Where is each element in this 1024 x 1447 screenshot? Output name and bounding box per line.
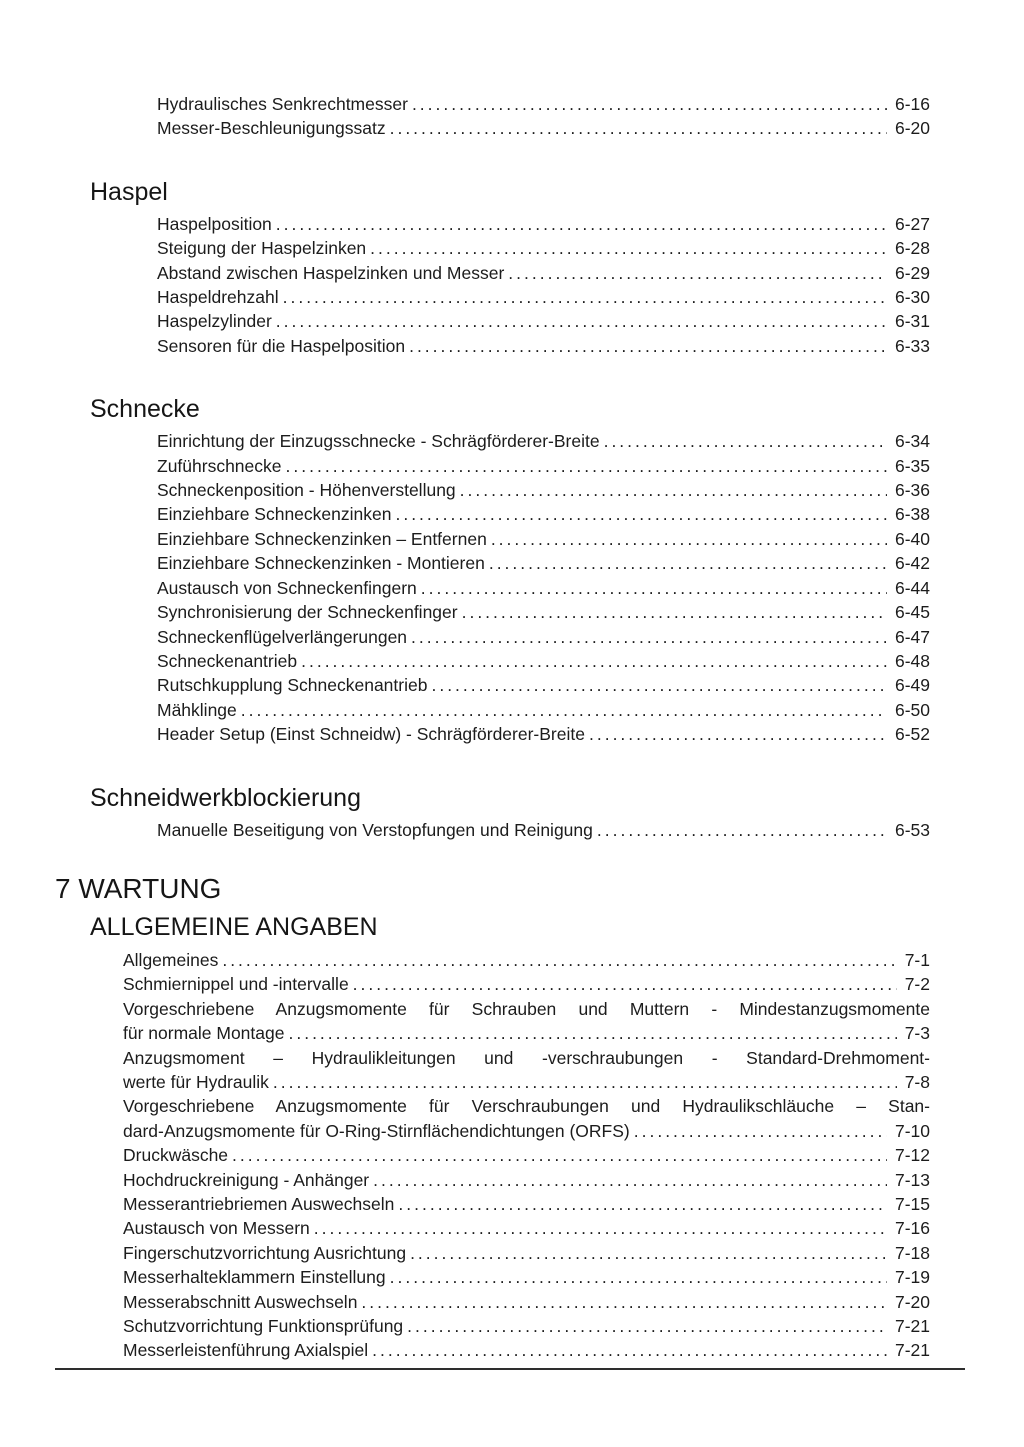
toc-page-number: 7-10	[894, 1120, 930, 1141]
dot-leader	[421, 576, 887, 600]
toc-entry-title: Mähklinge	[157, 699, 237, 720]
toc-entry	[123, 1216, 930, 1240]
toc-page-number: 6-47	[894, 626, 930, 647]
toc-entry-text-line1: Anzugsmoment – Hydraulikleitungen und -verschraubungen - Standard-Drehmoment-	[123, 1047, 930, 1068]
toc-page-number: 7-2	[904, 974, 930, 995]
toc-entry-title: Synchronisierung der Schneckenfinger	[157, 602, 458, 623]
toc-page-number: 6-48	[894, 650, 930, 671]
dot-leader	[353, 972, 897, 996]
toc-entry-row	[123, 1216, 930, 1240]
toc-entry-title: Header Setup (Einst Schneidw) - Schrägförderer-Breite	[157, 724, 585, 745]
toc-entry-row	[157, 698, 930, 722]
toc-section	[0, 912, 930, 1363]
dot-leader	[286, 454, 887, 478]
toc-entry-row	[157, 818, 930, 842]
toc-entry	[157, 116, 930, 140]
toc-entry-title: Allgemeines	[123, 949, 219, 970]
toc-entry-list	[157, 212, 930, 358]
toc-page-number: 6-49	[894, 675, 930, 696]
dot-leader	[462, 600, 887, 624]
dot-leader	[412, 92, 887, 116]
toc-entry	[157, 722, 930, 746]
toc-entry-list	[123, 948, 930, 1363]
toc-entry	[157, 429, 930, 453]
section-heading: ALLGEMEINE ANGABEN	[90, 912, 378, 941]
toc-entry-title: werte für Hydraulik	[123, 1071, 269, 1092]
toc-page-number: 6-40	[894, 528, 930, 549]
toc-page-number: 6-45	[894, 602, 930, 623]
toc-entry-row	[157, 309, 930, 333]
toc-entry	[157, 600, 930, 624]
section-heading: Schnecke	[90, 395, 200, 424]
toc-entry	[157, 502, 930, 526]
toc-entry-row	[157, 454, 930, 478]
dot-leader	[431, 673, 887, 697]
toc-entry-row	[157, 236, 930, 260]
dot-leader	[589, 722, 887, 746]
toc-page-number: 7-18	[894, 1242, 930, 1263]
toc-entry-list	[157, 429, 930, 746]
dot-leader	[301, 649, 887, 673]
toc-entry-list	[157, 818, 930, 842]
toc-entry-title: Haspelposition	[157, 213, 272, 234]
toc-entry	[157, 334, 930, 358]
toc-page-number: 7-19	[894, 1267, 930, 1288]
toc-entry-title: Messer-Beschleunigungssatz	[157, 118, 386, 139]
toc-entry	[157, 625, 930, 649]
toc-entry	[123, 1241, 930, 1265]
toc-entry-title: Hochdruckreinigung - Anhänger	[123, 1169, 370, 1190]
toc-entry-row	[123, 1021, 930, 1045]
toc-entry	[157, 698, 930, 722]
toc-entry-row	[123, 1290, 930, 1314]
toc-entry-title: Einrichtung der Einzugsschnecke - Schrägförderer-Breite	[157, 431, 600, 452]
toc-page-number: 7-13	[894, 1169, 930, 1190]
toc-entry	[157, 478, 930, 502]
toc-entry-title: Haspeldrehzahl	[157, 287, 279, 308]
toc-page-number: 7-20	[894, 1291, 930, 1312]
toc-entry-title: Messerantriebriemen Auswechseln	[123, 1194, 395, 1214]
toc-entry-list	[157, 92, 930, 141]
toc-page-number: 7-12	[894, 1145, 930, 1166]
toc-page-number: 7-21	[894, 1316, 930, 1337]
toc-page-number: 7-3	[904, 1023, 930, 1044]
toc-entry	[157, 454, 930, 478]
toc-page-number: 6-16	[894, 94, 930, 114]
dot-leader	[276, 212, 887, 236]
toc-entry-row	[157, 261, 930, 285]
toc-entry-row	[157, 285, 930, 309]
toc-entry-title: Abstand zwischen Haspelzinken und Messer	[157, 262, 505, 283]
toc-entry-title: Haspelzylinder	[157, 311, 272, 332]
dot-leader	[634, 1119, 887, 1143]
toc-entry-row	[123, 1192, 930, 1216]
toc-entry	[123, 1168, 930, 1192]
toc-page-number: 6-30	[894, 287, 930, 308]
dot-leader	[372, 1338, 887, 1362]
toc-entry-title: Schneckenflügelverlängerungen	[157, 626, 408, 647]
dot-leader	[604, 429, 887, 453]
toc-entry-row	[157, 116, 930, 140]
toc-entry-text-line1: Vorgeschriebene Anzugsmomente für Schrauben und Muttern - Mindestanzugsmomente	[123, 998, 930, 1019]
dot-leader	[273, 1070, 897, 1094]
toc-entry-row	[157, 429, 930, 453]
toc-entry	[123, 972, 930, 996]
toc-entry	[123, 1094, 930, 1143]
toc-entry-title: Austausch von Messern	[123, 1218, 310, 1239]
dot-leader	[373, 1168, 887, 1192]
toc-entry	[157, 576, 930, 600]
toc-page-number: 6-31	[894, 311, 930, 332]
toc-entry	[123, 1265, 930, 1289]
toc-entry	[123, 997, 930, 1046]
toc-entry-title: Schneckenposition - Höhenverstellung	[157, 480, 456, 501]
dot-leader	[460, 478, 887, 502]
toc-entry-title: Hydraulisches Senkrechtmesser	[157, 94, 408, 114]
toc-page-number: 6-36	[894, 480, 930, 501]
toc-entry	[123, 1290, 930, 1314]
toc-page-number: 6-28	[894, 238, 930, 259]
toc-entry-title: Schneckenantrieb	[157, 650, 298, 671]
toc-entry	[157, 212, 930, 236]
section-heading: Schneidwerkblockierung	[90, 783, 361, 812]
toc-page-number: 7-21	[894, 1340, 930, 1361]
toc-page-number: 7-8	[904, 1071, 930, 1092]
dot-leader	[283, 285, 887, 309]
toc-entry-title: Zuführschnecke	[157, 455, 282, 476]
toc-entry	[157, 309, 930, 333]
toc-entry	[157, 673, 930, 697]
toc-entry-title: Schmiernippel und -intervalle	[123, 974, 349, 995]
toc-page-number: 6-52	[894, 724, 930, 745]
toc-page-number: 6-35	[894, 455, 930, 476]
dot-leader	[491, 527, 887, 551]
toc-entry-title: Rutschkupplung Schneckenantrieb	[157, 675, 428, 696]
toc-entry-row	[123, 1070, 930, 1094]
toc-entry-row	[123, 972, 930, 996]
toc-entry-row	[157, 722, 930, 746]
toc-entry-row	[157, 212, 930, 236]
toc-section	[0, 92, 930, 141]
section-heading: Haspel	[90, 177, 168, 206]
toc-entry	[123, 1046, 930, 1095]
dot-leader	[370, 236, 887, 260]
dot-leader	[232, 1143, 887, 1167]
toc-entry-row	[157, 625, 930, 649]
toc-entry-title: Fingerschutzvorrichtung Ausrichtung	[123, 1242, 407, 1263]
toc-entry	[123, 1314, 930, 1338]
toc-entry-row	[123, 1314, 930, 1338]
dot-leader	[410, 1241, 887, 1265]
toc-entry	[157, 92, 930, 116]
toc-entry-title: Druckwäsche	[123, 1145, 229, 1166]
dot-leader	[241, 698, 887, 722]
toc-entry	[157, 236, 930, 260]
toc-entry-row	[157, 600, 930, 624]
toc-entry-row	[123, 948, 930, 972]
toc-entry-row	[123, 1119, 930, 1143]
footer-rule	[55, 1368, 965, 1370]
toc-page-number: 6-53	[894, 819, 930, 840]
toc-page-number: 6-27	[894, 213, 930, 234]
toc-entry	[157, 818, 930, 842]
toc-entry	[123, 948, 930, 972]
toc-entry	[157, 649, 930, 673]
toc-entry-title: Austausch von Schneckenfingern	[157, 577, 417, 598]
toc-page-number: 6-34	[894, 431, 930, 452]
toc-entry-title: für normale Montage	[123, 1023, 285, 1044]
toc-entry-row	[157, 673, 930, 697]
toc-section	[0, 177, 930, 358]
dot-leader	[398, 1192, 887, 1216]
dot-leader	[361, 1290, 887, 1314]
toc-entry-row	[123, 1143, 930, 1167]
toc-entry-title: Messerhalteklammern Einstellung	[123, 1267, 386, 1288]
toc-entry-title: Einziehbare Schneckenzinken	[157, 504, 392, 525]
toc-entry	[123, 1338, 930, 1362]
dot-leader	[390, 116, 887, 140]
dot-leader	[411, 625, 887, 649]
toc-entry-row	[157, 527, 930, 551]
toc-entry-title: Sensoren für die Haspelposition	[157, 335, 406, 356]
toc-section	[0, 872, 930, 906]
toc-page-number: 7-1	[904, 949, 930, 970]
toc-page-number: 7-16	[894, 1218, 930, 1239]
toc-entry	[157, 527, 930, 551]
toc-entry-title: Manuelle Beseitigung von Verstopfungen und Reinigung	[157, 819, 593, 840]
toc-page-number: 6-44	[894, 577, 930, 598]
toc-entry	[157, 285, 930, 309]
toc-page-number: 6-42	[894, 553, 930, 574]
toc-entry	[157, 551, 930, 575]
dot-leader	[288, 1021, 896, 1045]
toc-page-number: 6-33	[894, 335, 930, 356]
chapter-heading: 7 WARTUNG	[55, 872, 222, 904]
toc-entry-row	[157, 649, 930, 673]
toc-page-number: 6-20	[894, 118, 930, 139]
toc-section	[0, 394, 930, 746]
toc	[0, 92, 930, 1363]
toc-entry	[123, 1192, 930, 1216]
toc-entry-row	[157, 334, 930, 358]
toc-entry-row	[123, 1338, 930, 1362]
toc-page-number: 6-50	[894, 699, 930, 720]
dot-leader	[409, 334, 887, 358]
toc-entry-title: Einziehbare Schneckenzinken – Entfernen	[157, 528, 487, 549]
toc-entry	[123, 1143, 930, 1167]
dot-leader	[597, 818, 887, 842]
dot-leader	[390, 1265, 887, 1289]
dot-leader	[508, 261, 887, 285]
toc-entry-row	[157, 551, 930, 575]
toc-entry-text-line1: Vorgeschriebene Anzugsmomente für Verschraubungen und Hydraulikschläuche – Stan-	[123, 1096, 930, 1117]
toc-entry-row	[157, 92, 930, 116]
dot-leader	[222, 948, 896, 972]
toc-entry-title: Steigung der Haspelzinken	[157, 238, 367, 259]
dot-leader	[314, 1216, 887, 1240]
toc-entry-row	[123, 1241, 930, 1265]
toc-entry-row	[123, 1265, 930, 1289]
toc-section	[0, 783, 930, 842]
toc-entry-row	[123, 1168, 930, 1192]
toc-entry-title: Einziehbare Schneckenzinken - Montieren	[157, 553, 485, 574]
toc-entry-row	[157, 502, 930, 526]
dot-leader	[276, 309, 887, 333]
toc-page-number: 7-15	[894, 1194, 930, 1214]
toc-entry-title: Messerleistenführung Axialspiel	[123, 1340, 369, 1361]
dot-leader	[395, 502, 887, 526]
toc-entry-row	[157, 478, 930, 502]
dot-leader	[489, 551, 887, 575]
toc-page-number: 6-29	[894, 262, 930, 283]
toc-entry-title: dard-Anzugsmomente für O-Ring-Stirnflächendichtungen (ORFS)	[123, 1120, 630, 1141]
toc-entry	[157, 261, 930, 285]
dot-leader	[407, 1314, 887, 1338]
toc-entry-row	[157, 576, 930, 600]
toc-entry-title: Schutzvorrichtung Funktionsprüfung	[123, 1316, 404, 1337]
toc-page-number: 6-38	[894, 504, 930, 525]
toc-entry-title: Messerabschnitt Auswechseln	[123, 1291, 358, 1312]
